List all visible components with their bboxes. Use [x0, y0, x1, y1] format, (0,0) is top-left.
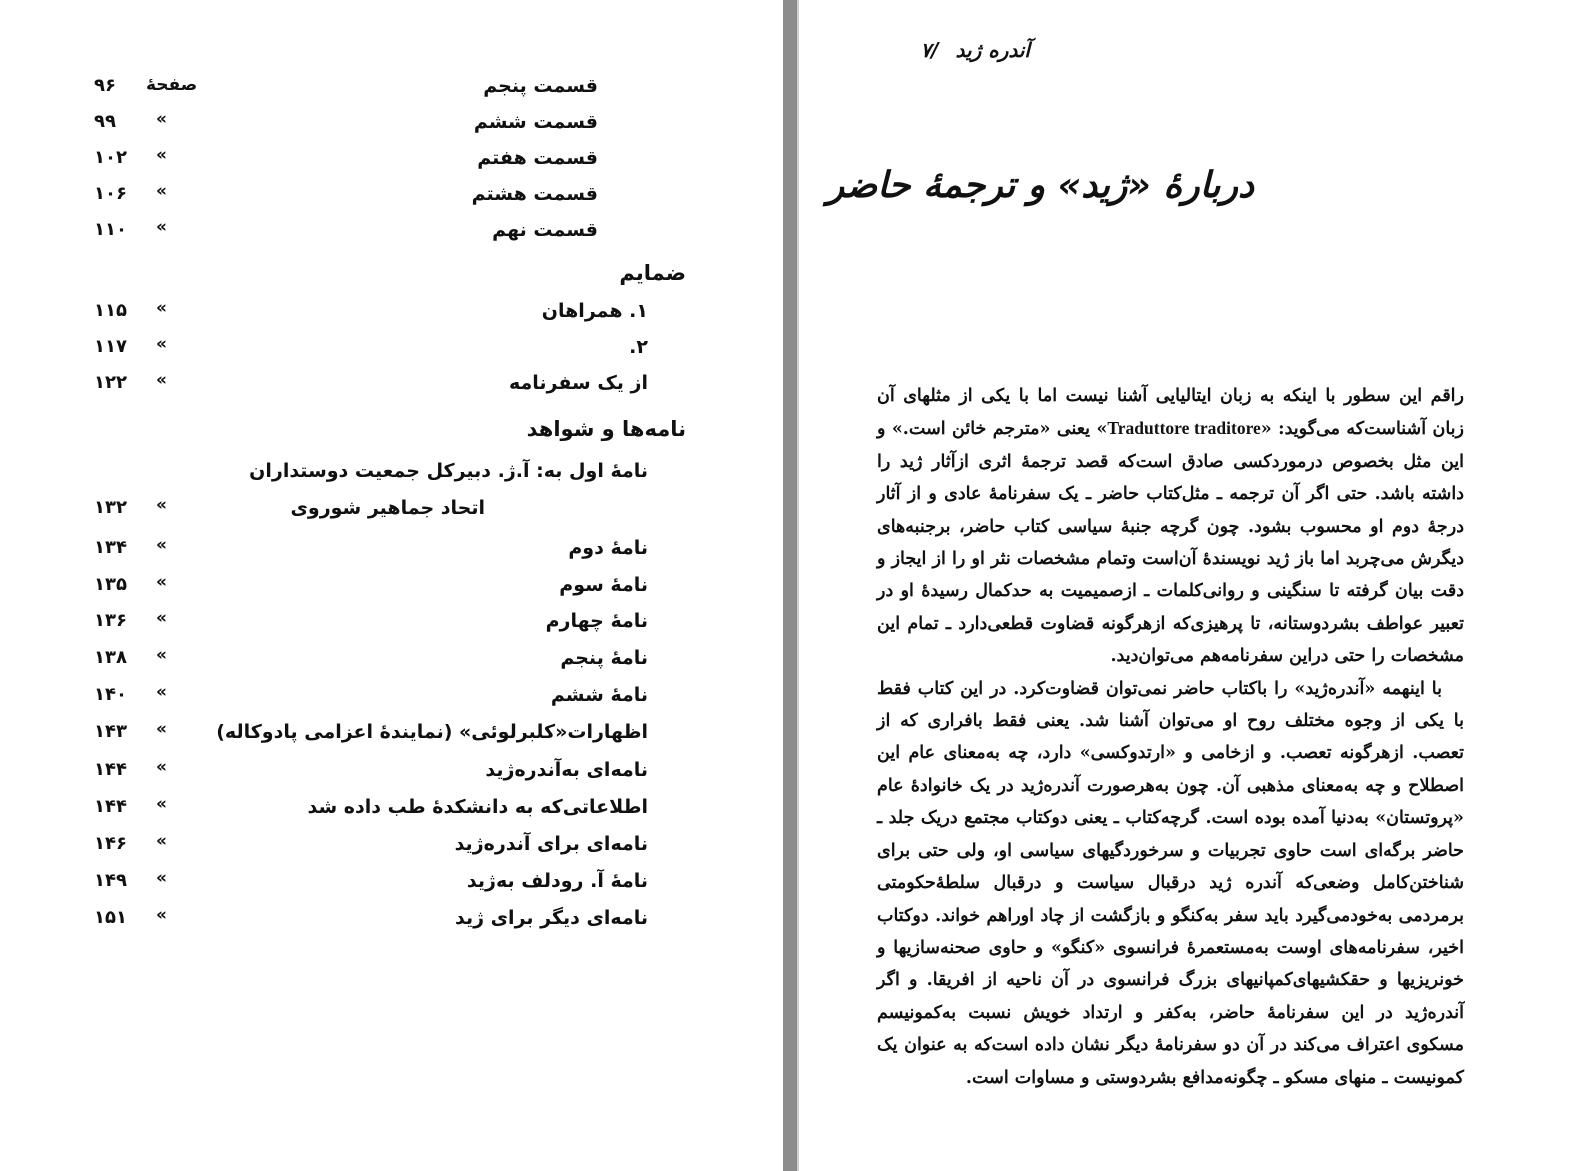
- toc-title: نامه‌ای برای آندره‌ژید: [454, 833, 648, 855]
- toc-title: از یک سفرنامه: [508, 372, 648, 394]
- toc-page-number: ۱۴۴: [94, 759, 127, 780]
- toc-row[interactable]: [0, 109, 783, 139]
- toc-row[interactable]: [0, 572, 783, 602]
- toc-title: قسمت هفتم: [477, 147, 598, 169]
- toc-ditto-mark: «: [156, 370, 167, 390]
- toc-row[interactable]: [0, 334, 783, 364]
- toc-page-number: ۱۴۴: [94, 796, 127, 817]
- toc-row[interactable]: [0, 370, 783, 400]
- toc-title-continuation: اتحاد جماهیر شوروی: [290, 497, 485, 519]
- toc-title: نامهٔ اول به: آ.ژ. دبیرکل جمعیت دوستداران: [249, 460, 648, 482]
- toc-page-number: ۱۳۲: [94, 497, 127, 518]
- toc-page-number: ۱۰۲: [94, 147, 127, 168]
- paragraph-text: راقم این سطور با اینکه به زبان ایتالیایی آشنا نیست اما با یکی از مثلهای آن زبان آشناست‌که می‌گوید: «: [877, 386, 1464, 440]
- toc-row[interactable]: [0, 535, 783, 565]
- paragraph-text: » یعنی «مترجم خائن است.» و این مثل بخصوص درموردکسی صادق است‌که قصد ترجمهٔ اثری ازآثار ژید را داشته باشد. حتی اگر آن ترجمه ـ مثل‌کتاب حاضر ـ یک سفرنامهٔ عادی و از آثار درجهٔ دوم او محسوب بشود. چون گرچه جنبهٔ سیاسی کتاب حاضر، برجنبه‌های دیگرش می‌چربد اما باز ژید نویسندهٔ آن‌است وتمام مشخصات نثر او را از ایجاز و دقت بیان گرفته تا سنگینی و روانی‌کلمات ـ ازصمیمیت به حدکمال رسیدهٔ او در تعبیر عواطف بشردوستانه، تا پرهیزی‌که ازهرگونه قضاوت قطعی‌دارد ـ تمام این مشخصات را حتی دراین سفرنامه‌هم می‌توان‌دید.: [877, 419, 1464, 667]
- toc-ditto-mark: «: [156, 217, 167, 237]
- toc-page-number: ۱۴۹: [94, 870, 127, 891]
- paragraph: [877, 380, 1464, 673]
- toc-row[interactable]: [0, 682, 783, 712]
- running-head-page-number: /۷: [920, 38, 939, 62]
- running-head-title: آندره ژید: [955, 38, 1030, 62]
- section-heading-letters: نامه‌ها و شواهد: [526, 417, 686, 441]
- toc-title: نامه‌ای دیگر برای ژید: [454, 907, 648, 929]
- toc-ditto-mark: «: [156, 608, 167, 628]
- toc-title: ۲.: [629, 336, 648, 358]
- toc-page-number: ۹۶: [94, 75, 116, 96]
- right-page: [799, 0, 1570, 1171]
- toc-page-word: صفحهٔ: [146, 75, 198, 95]
- toc-ditto-mark: «: [156, 868, 167, 888]
- left-page: [0, 0, 783, 1171]
- section-heading-appendices: ضمایم: [619, 261, 686, 285]
- toc-page-number: ۱۴۶: [94, 833, 127, 854]
- toc-page-number: ۱۳۸: [94, 647, 127, 668]
- paragraph: با اینهمه «آندره‌ژید» را با‌کتاب حاضر نمی‌توان قضاوت‌کرد. در این کتاب فقط با یکی از وجوه مختلف روح او می‌توان آشنا شد. یعنی فقط بافراری که از تعصب. ازهرگونه تعصب. و ازخامی و «ارتدوکسی» دارد، چه به‌معنای عام این اصطلاح و چه به‌معنای مذهبی آن. چون به‌هرصورت آندره‌ژید در یک خانوادهٔ عام «پروتستان» به‌دنیا آمده بوده است. گرچه‌کتاب ـ یعنی دوکتاب مجتمع دریک جلد ـ حاضر برگه‌ای است حاوی تجربیات و سرخوردگیهای سیاسی او، ولی حتی برای شناختن‌کامل وضعی‌که آندره ژید درقبال سیاست و درقبال سلطهٔ‌حکومتی برمردمی به‌خودمی‌گیرد باید سفر به‌کنگو و بازگشت از چاد اوراهم خواند. دوکتاب اخیر، سفرنامه‌های اوست به‌مستعمرهٔ فرانسوی «کنگو» و حاوی صحنه‌سازیها و خونریزیها و حقکشیهای‌کمپانیهای بزرگ فرانسوی در آن ناحیه از افریقا. و اگر آندره‌ژید در این سفرنامهٔ حاضر، به‌کفر و ارتداد خویش نسبت به‌کمونیسم مسکوی اعتراف می‌کند در آن دو سفرنامهٔ دیگر نشان داده است‌که به عنوان یک کمونیست ـ منهای مسکو ـ چگونه‌مدافع بشردوستی و مساوات است.: [877, 678, 1464, 1088]
- body-text: [877, 380, 1464, 1094]
- toc-ditto-mark: «: [156, 719, 167, 739]
- toc-ditto-mark: «: [156, 572, 167, 592]
- toc-ditto-mark: «: [156, 109, 167, 129]
- toc-row[interactable]: [0, 905, 783, 935]
- toc-page-number: ۱۰۶: [94, 183, 127, 204]
- toc-page-number: ۱۵۱: [94, 907, 127, 928]
- toc-ditto-mark: «: [156, 757, 167, 777]
- toc-title: نامه‌ای به‌آندره‌ژید: [485, 759, 648, 781]
- toc-row[interactable]: [0, 181, 783, 211]
- toc-page-number: ۱۳۵: [94, 574, 127, 595]
- toc-row[interactable]: [0, 73, 783, 103]
- toc-title: نامهٔ آ. رودلف به‌ژید: [466, 870, 648, 892]
- toc-row[interactable]: [0, 794, 783, 824]
- toc-title: قسمت پنجم: [483, 75, 598, 97]
- toc-title: نامهٔ دوم: [568, 537, 648, 559]
- toc-page-number: ۱۱۵: [94, 300, 127, 321]
- chapter-title: دربارهٔ «ژید» و ترجمهٔ حاضر: [826, 165, 1254, 206]
- toc-row[interactable]: [0, 608, 783, 638]
- toc-title: اطلاعاتی‌که به دانشکدهٔ طب داده شد: [307, 796, 648, 818]
- toc-page-number: ۱۴۳: [94, 721, 127, 742]
- toc-page-number: ۱۳۴: [94, 537, 127, 558]
- book-gutter: [783, 0, 797, 1171]
- toc-ditto-mark: «: [156, 905, 167, 925]
- toc-ditto-mark: «: [156, 794, 167, 814]
- toc-page-number: ۹۹: [94, 111, 116, 132]
- toc-row[interactable]: [0, 645, 783, 675]
- toc-title: نامهٔ چهارم: [545, 610, 648, 632]
- toc-row[interactable]: [0, 495, 783, 525]
- toc-row[interactable]: [0, 757, 783, 787]
- toc-title: نامهٔ سوم: [559, 574, 648, 596]
- toc-row[interactable]: [0, 719, 783, 749]
- toc-page-number: ۱۴۰: [94, 684, 127, 705]
- toc-ditto-mark: «: [156, 535, 167, 555]
- toc-title: قسمت نهم: [492, 219, 598, 241]
- toc-title: نامهٔ پنجم: [560, 647, 648, 669]
- toc-row[interactable]: [0, 298, 783, 328]
- toc-page-number: ۱۱۷: [94, 336, 127, 357]
- toc-page-number: ۱۲۲: [94, 372, 127, 393]
- toc-title: قسمت ششم: [473, 111, 598, 133]
- toc-page-number: ۱۳۶: [94, 610, 127, 631]
- toc-ditto-mark: «: [156, 495, 167, 515]
- toc-row[interactable]: [0, 831, 783, 861]
- toc-ditto-mark: «: [156, 831, 167, 851]
- toc-ditto-mark: «: [156, 145, 167, 165]
- toc-title: اظهارات«کلبرلوئی» (نمایندهٔ اعزامی پادوکاله): [216, 721, 648, 743]
- toc-title: ۱. همراهان: [541, 300, 648, 322]
- toc-ditto-mark: «: [156, 645, 167, 665]
- toc-ditto-mark: «: [156, 334, 167, 354]
- toc-ditto-mark: «: [156, 298, 167, 318]
- latin-quote: Traduttore traditore: [1107, 418, 1261, 439]
- toc-title: نامهٔ ششم: [550, 684, 648, 706]
- toc-row[interactable]: [0, 145, 783, 175]
- toc-ditto-mark: «: [156, 181, 167, 201]
- toc-title: قسمت هشتم: [471, 183, 598, 205]
- toc-row[interactable]: [0, 868, 783, 898]
- toc-page-number: ۱۱۰: [94, 219, 127, 240]
- toc-row-multiline[interactable]: [0, 458, 783, 488]
- toc-row[interactable]: [0, 217, 783, 247]
- running-head: [921, 38, 1030, 62]
- toc-ditto-mark: «: [156, 682, 167, 702]
